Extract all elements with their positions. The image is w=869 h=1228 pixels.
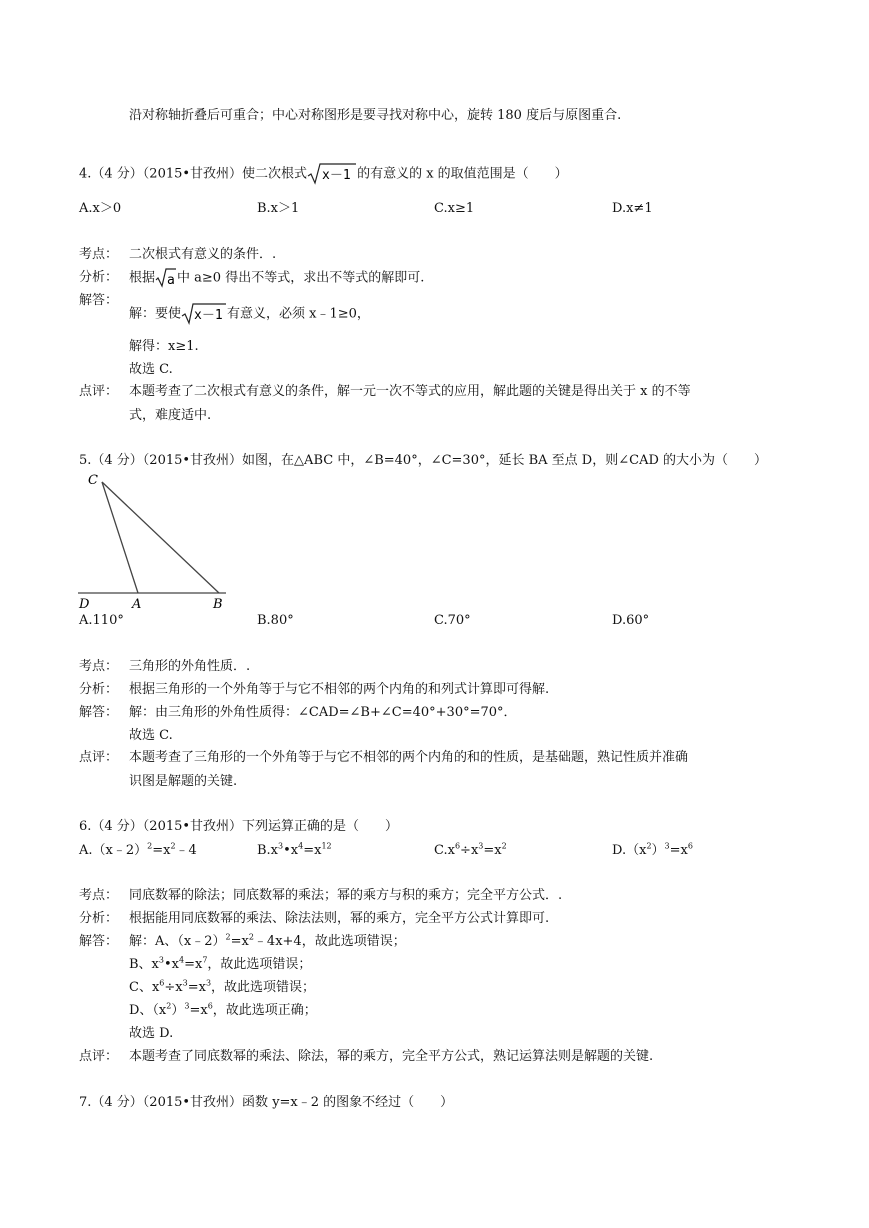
label-c: C bbox=[88, 473, 98, 488]
q5-fenxi-label: 分析： bbox=[79, 682, 119, 697]
q4-jieda-3: 故选 C. bbox=[129, 362, 173, 377]
q5-jieda-label: 解答： bbox=[79, 705, 119, 720]
q4-radical bbox=[307, 162, 357, 186]
label-d: D bbox=[79, 597, 90, 610]
q4-option-b: B.x＞1 bbox=[257, 201, 300, 216]
q4-kaodian: 二次根式有意义的条件．. bbox=[129, 247, 277, 262]
q5-stem: 5.（4 分）（2015•甘孜州）如图，在△ABC 中，∠B=40°，∠C=30°，延长 BA 至点 D，则∠CAD 的大小为（ ） bbox=[79, 453, 768, 468]
q5-jieda-1: 解：由三角形的外角性质得：∠CAD=∠B+∠C=40°+30°=70°． bbox=[129, 705, 517, 720]
q4-dianping-label: 点评： bbox=[79, 384, 119, 399]
q4-radicand: x－1 bbox=[322, 168, 351, 183]
q6-fenxi-label: 分析： bbox=[79, 911, 119, 926]
q4-jieda-1 bbox=[129, 302, 370, 326]
q6-fenxi: 根据能用同底数幂的乘法、除法法则，幂的乘方，完全平方公式计算即可. bbox=[129, 911, 550, 926]
q4-stem-prefix: 4.（4 分）（2015•甘孜州）使二次根式 bbox=[79, 166, 308, 182]
q4-kaodian-label: 考点： bbox=[79, 247, 119, 262]
q6-kaodian: 同底数幂的除法；同底数幂的乘法；幂的乘方与积的乘方；完全平方公式．. bbox=[129, 888, 563, 903]
q5-option-d: D.60° bbox=[612, 613, 650, 628]
label-b: B bbox=[213, 597, 223, 610]
q6-jieda-a-tail: ，故此选项错误； bbox=[301, 934, 406, 949]
triangle-figure bbox=[76, 470, 246, 610]
q4-fenxi-a: 根据 bbox=[129, 270, 156, 286]
intro-text: 沿对称轴折叠后可重合；中心对称图形是要寻找对称中心，旋转 180 度后与原图重合. bbox=[129, 108, 622, 123]
q6-jieda-end: 故选 D. bbox=[129, 1026, 174, 1041]
q4-stem-suffix: 的有意义的 x 的取值范围是（ ） bbox=[357, 166, 568, 182]
q4-jieda-radical bbox=[181, 302, 227, 326]
q4-fenxi bbox=[129, 267, 424, 289]
q6-jieda-c: C、$x^6\div x^3=x^3$，故此选项错误； bbox=[129, 978, 316, 995]
q6-kaodian-label: 考点： bbox=[79, 888, 119, 903]
q4-jieda-b: 有意义，必须 x﹣1≥0， bbox=[227, 306, 370, 322]
q5-dianping-label: 点评： bbox=[79, 750, 119, 765]
q6-stem: 6.（4 分）（2015•甘孜州）下列运算正确的是（ ） bbox=[79, 819, 399, 834]
q7-stem: 7.（4 分）（2015•甘孜州）函数 y=x﹣2 的图象不经过（ ） bbox=[79, 1095, 454, 1110]
q6-dianping-label: 点评： bbox=[79, 1049, 119, 1064]
q6-option-d: $D.(x^2)^3=x^6$ bbox=[612, 841, 693, 858]
q5-dianping-2: 识图是解题的关键. bbox=[129, 774, 238, 789]
q6-option-b: $B.x^3•x^4=x^{12}$ bbox=[257, 841, 332, 858]
q5-option-b: B.80° bbox=[257, 613, 294, 628]
q5-dianping-1: 本题考查了三角形的一个外角等于与它不相邻的两个内角的和的性质，是基础题，熟记性质并准确 bbox=[129, 750, 689, 765]
q4-jieda-a: 解：要使 bbox=[129, 306, 182, 322]
q6-jieda-b: B、$x^3•x^4=x^7$，故此选项错误； bbox=[129, 955, 312, 972]
q6-option-c: $C.x^6\div x^3=x^2$ bbox=[434, 841, 507, 858]
q5-kaodian: 三角形的外角性质．. bbox=[129, 659, 251, 674]
q4-fenxi-radical bbox=[155, 267, 177, 289]
q6-jieda-label: 解答： bbox=[79, 934, 119, 949]
label-a: A bbox=[132, 597, 142, 610]
q6-dianping: 本题考查了同底数幂的乘法、除法，幂的乘方，完全平方公式，熟记运算法则是解题的关键. bbox=[129, 1049, 654, 1064]
q4-option-a: A.x＞0 bbox=[79, 201, 122, 216]
q4-jieda-2: 解得：x≥1. bbox=[129, 339, 199, 354]
q4-dianping-2: 式，难度适中. bbox=[129, 408, 212, 423]
q5-option-a: A.110° bbox=[79, 613, 124, 628]
q6-jieda-a: 解：A、$(x﹣2)^2=x^2﹣4x+4$，故此选项错误； bbox=[129, 932, 406, 949]
q4-fenxi-radicand: a bbox=[167, 273, 175, 288]
q4-fenxi-label: 分析： bbox=[79, 270, 119, 285]
q6-jieda-d-tail: ，故此选项正确； bbox=[212, 1003, 317, 1018]
q6-option-a: $A.(x﹣2)^2=x^2﹣4$ bbox=[79, 841, 197, 858]
q4-fenxi-b: 中 a≥0 得出不等式，求出不等式的解即可. bbox=[177, 270, 425, 286]
q4-stem bbox=[79, 162, 568, 186]
q5-kaodian-label: 考点： bbox=[79, 659, 119, 674]
q4-option-d: D.x≠1 bbox=[612, 201, 653, 216]
q4-dianping-1: 本题考查了二次根式有意义的条件，解一元一次不等式的应用，解此题的关键是得出关于 x 的不等 bbox=[129, 384, 691, 399]
q4-jieda-radicand: x－1 bbox=[194, 308, 223, 323]
q6-jieda-b-tail: ，故此选项错误； bbox=[207, 957, 312, 972]
q4-jieda-label: 解答： bbox=[79, 293, 119, 308]
q4-option-c: C.x≥1 bbox=[434, 201, 475, 216]
q5-option-c: C.70° bbox=[434, 613, 471, 628]
q5-fenxi: 根据三角形的一个外角等于与它不相邻的两个内角的和列式计算即可得解. bbox=[129, 682, 550, 697]
q6-jieda-c-tail: ，故此选项错误； bbox=[211, 980, 316, 995]
q5-jieda-2: 故选 C. bbox=[129, 728, 173, 743]
q6-jieda-d: D、$(x^2)^3=x^6$，故此选项正确； bbox=[129, 1001, 317, 1018]
